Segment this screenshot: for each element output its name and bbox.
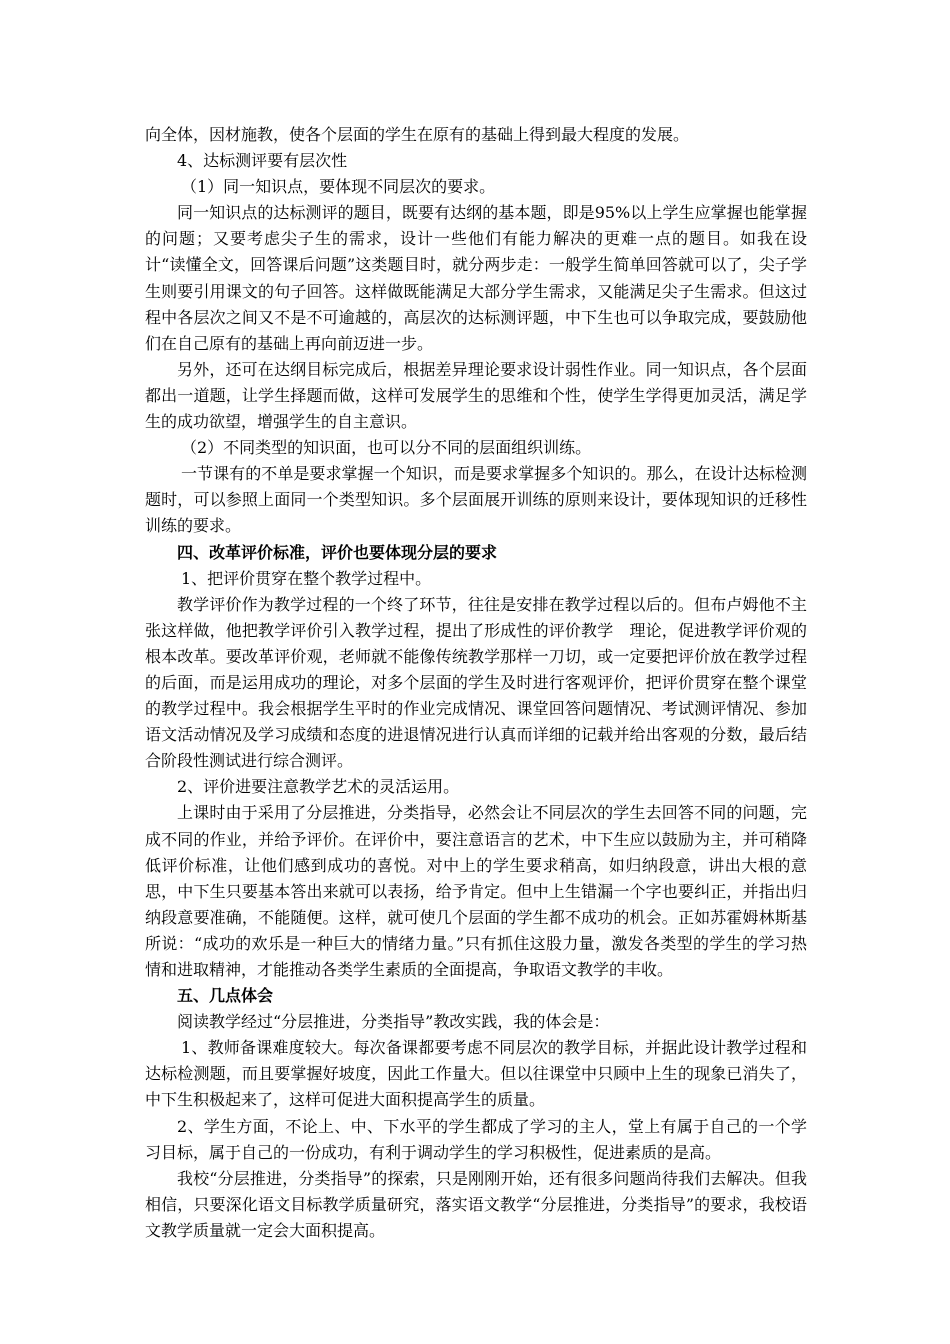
paragraph: 另外，还可在达纲目标完成后，根据差异理论要求设计弱性作业。同一知识点，各个层面都出一道题，让学生择题而做，这样可发展学生的思维和个性，使学生学得更加灵活，满足学生的成功欲望，增强学生的自主意识。: [145, 359, 807, 432]
paragraph: 同一知识点的达标测评的题目，既要有达纲的基本题，即是95%以上学生应掌握也能掌握的问题；又要考虑尖子生的需求，设计一些他们有能力解决的更难一点的题目。如我在设计“读懂全文，回答课后问题”这类题目时，就分两步走：一般学生简单回答就可以了，尖子学生则要引用课文的句子回答。这样做既能满足大部分学生需求，又能满足尖子生需求。但这过程中各层次之间又不是不可逾越的，高层次的达标测评题，中下生也可以争取完成，要鼓励他们在自己原有的基础上再向前迈进一步。: [145, 203, 807, 353]
sub-item: （2）不同类型的知识面，也可以分不同的层面组织训练。: [181, 438, 592, 458]
document-body: [145, 122, 807, 1244]
list-item: 1、教师备课难度较大。每次备课都要考虑不同层次的教学目标，并据此设计教学过程和达标检测题，而且要掌握好坡度，因此工作量大。但以往课堂中只顾中上生的现象已消失了，中下生积极起来了，这样可促进大面积提高学生的质量。: [145, 1038, 807, 1110]
paragraph: 阅读教学经过“分层推进，分类指导”教改实践，我的体会是：: [177, 1012, 610, 1032]
paragraph: 我校“分层推进，分类指导”的探索，只是刚刚开始，还有很多问题尚待我们去解决。但我相信，只要深化语文目标教学质量研究，落实语文教学“分层推进，分类指导”的要求，我校语文教学质量就一定会大面积提高。: [145, 1168, 807, 1240]
paragraph: 一节课有的不单是要求掌握一个知识，而是要求掌握多个知识的。那么，在设计达标检测题时，可以参照上面同一个类型知识。多个层面展开训练的原则来设计，要体现知识的迁移性训练的要求。: [145, 464, 807, 536]
paragraph: 上课时由于采用了分层推进，分类指导，必然会让不同层次的学生去回答不同的问题，完成不同的作业，并给予评价。在评价中，要注意语言的艺术，中下生应以鼓励为主，并可稍降低评价标准，让他们感到成功的喜悦。对中上的学生要求稍高，如归纳段意，讲出大根的意思，中下生只要基本答出来就可以表扬，给予肯定。但中上生错漏一个字也要纠正，并指出归纳段意要准确，不能随便。这样，就可使几个层面的学生都不成功的机会。正如苏霍姆林斯基所说：“成功的欢乐是一种巨大的情绪力量。”只有抓住这股力量，激发各类型的学生的学习热情和进取精神，才能推动各类学生素质的全面提高，争取语文教学的丰收。: [145, 803, 807, 979]
sub-item: （1）同一知识点，要体现不同层次的要求。: [181, 177, 496, 197]
paragraph: 教学评价作为教学过程的一个终了环节，往往是安排在教学过程以后的。但布卢姆他不主张这样做，他把教学评价引入教学过程，提出了形成性的评价教学 理论，促进教学评价观的根本改革。要改革评价观，老师就不能像传统教学那样一刀切，或一定要把评价放在教学过程的后面，而是运用成功的理论，对多个层面的学生及时进行客观评价，把评价贯穿在整个课堂的教学过程中。我会根据学生平时的作业完成情况、课堂回答问题情况、考试测评情况、参加语文活动情况及学习成绩和态度的进退情况进行认真而详细的记载并给出客观的分数，最后结合阶段性测试进行综合测评。: [145, 594, 807, 771]
section-heading: 四、改革评价标准，评价也要体现分层的要求: [177, 542, 498, 562]
list-item: 1、把评价贯穿在整个教学过程中。: [181, 568, 432, 588]
list-item: 2、学生方面，不论上、中、下水平的学生都成了学习的主人，堂上有属于自己的一个学习目标，属于自己的一份成功，有利于调动学生的学习积极性，促进素质的是高。: [145, 1116, 807, 1162]
paragraph: 向全体，因材施教，使各个层面的学生在原有的基础上得到最大程度的发展。: [145, 125, 690, 144]
list-item: 4、达标测评要有层次性: [177, 151, 348, 171]
list-item: 2、评价进要注意教学艺术的灵活运用。: [177, 777, 460, 797]
section-heading: 五、几点体会: [177, 986, 274, 1006]
